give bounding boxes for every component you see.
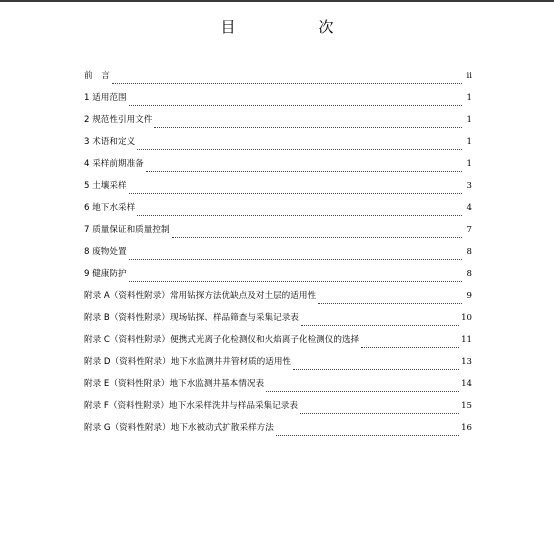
toc-entry-label: 附录 D（资料性附录）地下水监测井井管材质的适用性	[84, 357, 292, 367]
dot-leader	[129, 105, 462, 106]
toc-entry-4[interactable]	[84, 158, 472, 180]
dot-leader	[172, 237, 462, 238]
table-of-contents	[84, 70, 472, 444]
toc-entry-page: 1	[466, 115, 472, 125]
toc-entry-appendix-f[interactable]	[84, 400, 472, 422]
toc-entry-page: 4	[466, 203, 472, 213]
toc-entry-label: 3 术语和定义	[84, 137, 136, 147]
dot-leader	[361, 347, 459, 348]
dot-leader	[266, 391, 459, 392]
toc-entry-page: 14	[461, 379, 472, 389]
toc-entry-page: 1	[466, 159, 472, 169]
toc-entry-appendix-c[interactable]	[84, 334, 472, 356]
page-title: 目 次	[220, 18, 368, 36]
dot-leader	[129, 193, 462, 194]
toc-entry-3[interactable]	[84, 136, 472, 158]
toc-entry-label: 2 规范性引用文件	[84, 115, 153, 125]
dot-leader	[293, 369, 459, 370]
toc-entry-page: 8	[466, 247, 472, 257]
toc-entry-page: 10	[461, 313, 472, 323]
dot-leader	[146, 171, 462, 172]
toc-entry-page: 11	[461, 335, 472, 345]
toc-entry-7[interactable]	[84, 224, 472, 246]
toc-entry-label: 9 健康防护	[84, 269, 127, 279]
toc-entry-8[interactable]	[84, 246, 472, 268]
toc-entry-label: 附录 G（资料性附录）地下水被动式扩散采样方法	[84, 423, 274, 433]
toc-entry-page: 15	[461, 401, 472, 411]
toc-entry-appendix-e[interactable]	[84, 378, 472, 400]
dot-leader	[301, 325, 459, 326]
toc-entry-label: 前 言	[84, 71, 110, 81]
toc-entry-appendix-g[interactable]	[84, 422, 472, 444]
dot-leader	[112, 83, 462, 84]
toc-entry-label: 附录 A（资料性附录）常用钻探方法优缺点及对土层的适用性	[84, 291, 317, 301]
toc-entry-label: 附录 E（资料性附录）地下水监测井基本情况表	[84, 379, 265, 389]
toc-entry-page: 3	[466, 181, 472, 191]
dot-leader	[137, 149, 462, 150]
toc-entry-label: 4 采样前期准备	[84, 159, 144, 169]
toc-entry-label: 1 适用范围	[84, 93, 127, 103]
top-rule	[0, 0, 554, 2]
toc-entry-page: 16	[461, 423, 472, 433]
toc-entry-label: 7 质量保证和质量控制	[84, 225, 170, 235]
toc-entry-appendix-d[interactable]	[84, 356, 472, 378]
toc-entry-foreword[interactable]	[84, 70, 472, 92]
dot-leader	[300, 413, 459, 414]
toc-entry-9[interactable]	[84, 268, 472, 290]
toc-entry-page: 9	[466, 291, 472, 301]
dot-leader	[129, 281, 462, 282]
dot-leader	[154, 127, 462, 128]
toc-entry-page: 13	[461, 357, 472, 367]
toc-entry-label: 6 地下水采样	[84, 203, 136, 213]
toc-entry-label: 附录 C（资料性附录）便携式光离子化检测仪和火焰离子化检测仪的选择	[84, 335, 360, 345]
toc-entry-label: 附录 F（资料性附录）地下水采样洗井与样品采集记录表	[84, 401, 298, 411]
toc-entry-1[interactable]	[84, 92, 472, 114]
dot-leader	[137, 215, 462, 216]
toc-entry-appendix-b[interactable]	[84, 312, 472, 334]
toc-entry-label: 附录 B（资料性附录）现场钻探、样品筛查与采集记录表	[84, 313, 299, 323]
toc-entry-page: 1	[466, 137, 472, 147]
toc-entry-label: 5 土壤采样	[84, 181, 127, 191]
toc-entry-page: ii	[466, 71, 472, 81]
dot-leader	[276, 435, 459, 436]
toc-entry-page: 1	[466, 93, 472, 103]
dot-leader	[318, 303, 462, 304]
toc-entry-page: 7	[466, 225, 472, 235]
toc-entry-2[interactable]	[84, 114, 472, 136]
toc-entry-5[interactable]	[84, 180, 472, 202]
toc-entry-label: 8 废物处置	[84, 247, 127, 257]
toc-entry-6[interactable]	[84, 202, 472, 224]
toc-entry-appendix-a[interactable]	[84, 290, 472, 312]
dot-leader	[129, 259, 462, 260]
toc-entry-page: 8	[466, 269, 472, 279]
